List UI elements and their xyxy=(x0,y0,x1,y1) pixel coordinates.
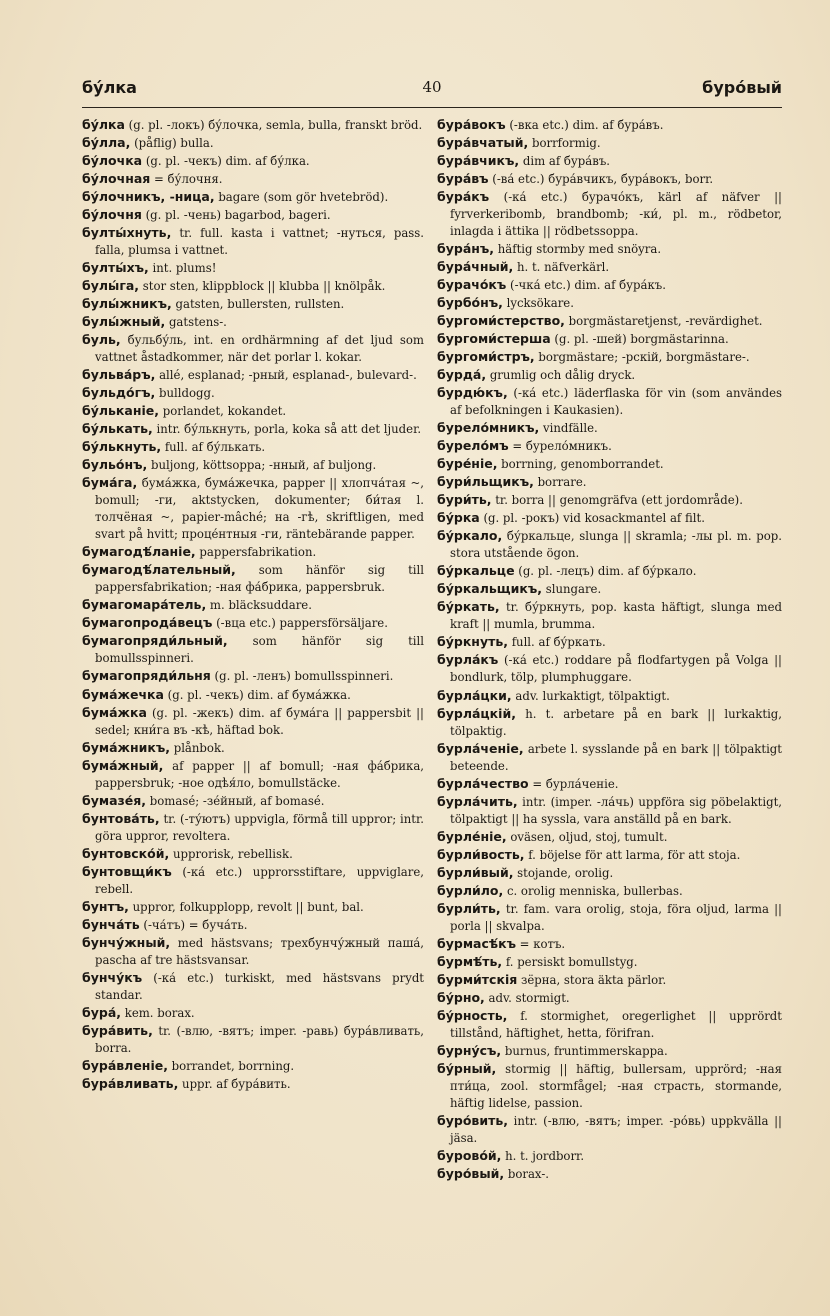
entry-headword: бу́лькать, xyxy=(82,421,153,437)
entry-headword: бурда́, xyxy=(437,367,487,383)
entry-headword: бургоми́стерша xyxy=(437,331,551,347)
entry-definition: (g. pl. -чекъ) dim. af бума́жка. xyxy=(163,687,351,702)
entry-headword: бурбо́нъ, xyxy=(437,295,503,311)
entry-definition: = котъ. xyxy=(515,936,566,951)
dictionary-entry xyxy=(82,474,424,543)
dictionary-entry xyxy=(82,420,424,438)
entry-headword: бульо́нъ, xyxy=(82,457,148,473)
entry-definition: vindfälle. xyxy=(539,421,598,436)
entry-definition: tr. borra || genomgräfva (ett jordområde). xyxy=(491,493,743,508)
entry-headword: бума́жечка xyxy=(82,686,164,702)
dictionary-entry xyxy=(437,687,782,705)
dictionary-entry xyxy=(82,1075,424,1093)
entry-definition: (påflig) bulla. xyxy=(130,136,214,151)
right-column xyxy=(437,116,782,1183)
entry-headword: бурли́ло, xyxy=(437,882,504,898)
entry-definition: borgmästaretjenst, -revärdighet. xyxy=(564,314,763,329)
entry-headword: бурмасѣ́къ xyxy=(437,935,516,951)
entry-definition: uppror, folkupplopp, revolt || bunt, bal. xyxy=(128,899,364,914)
entry-headword: бума́жникъ, xyxy=(82,739,170,755)
entry-definition: med hästsvans; трехбунчу́жный паша́, pascha af tre hästsvansar. xyxy=(95,935,424,967)
entry-headword: бунтъ, xyxy=(82,898,129,914)
entry-definition: adv. stormigt. xyxy=(484,990,570,1005)
entry-headword: булы́жный, xyxy=(82,314,166,330)
dictionary-entry xyxy=(82,134,424,152)
dictionary-entry xyxy=(437,240,782,258)
dictionary-entry xyxy=(82,259,424,277)
entry-headword: булы́жникъ, xyxy=(82,296,172,312)
entry-headword: бура́вчикъ, xyxy=(437,153,520,169)
entry-definition: m. bläcksuddare. xyxy=(206,598,312,613)
header-first-headword: бу́лка xyxy=(82,78,137,97)
dictionary-entry xyxy=(437,330,782,348)
dictionary-entry xyxy=(82,331,424,366)
entry-definition: häftig stormby med snöyra. xyxy=(494,242,662,257)
entry-headword: бури́ть, xyxy=(437,492,492,508)
entry-headword: бу́лькнуть, xyxy=(82,439,162,455)
entry-definition: full. af бу́лькать. xyxy=(161,440,266,455)
dictionary-entry xyxy=(437,170,782,188)
dictionary-entry xyxy=(82,170,424,188)
entry-headword: бургоми́стръ, xyxy=(437,349,535,365)
entry-definition: (-ка́ etc.) roddare på flodfartygen på Volga || bondlurk, tölp, plumphuggare. xyxy=(450,653,782,685)
page-header xyxy=(82,78,782,102)
entry-headword: бурово́й, xyxy=(437,1147,502,1163)
dictionary-entry xyxy=(437,1007,782,1042)
entry-headword: бурачо́къ xyxy=(437,277,507,293)
entry-definition: (g. pl. -шей) borgmästarinna. xyxy=(550,332,729,347)
dictionary-entry xyxy=(437,276,782,294)
dictionary-entry xyxy=(82,739,424,757)
dictionary-entry xyxy=(437,935,782,953)
dictionary-entry xyxy=(437,473,782,491)
dictionary-entry xyxy=(437,651,782,686)
dictionary-entry xyxy=(82,224,424,259)
entry-definition: tr. fam. vara orolig, stoja, föra oljud, larma || porla || skvalpa. xyxy=(450,901,782,933)
entry-definition: oväsen, oljud, stoj, tumult. xyxy=(506,829,668,844)
dictionary-entry xyxy=(437,598,782,633)
dictionary-entry xyxy=(82,810,424,845)
entry-headword: бу́рный, xyxy=(437,1060,497,1076)
entry-headword: бумазе́я, xyxy=(82,792,147,808)
entry-definition: full. af бу́ркать. xyxy=(508,635,606,650)
dictionary-entry xyxy=(437,900,782,935)
dictionary-entry xyxy=(437,384,782,419)
entry-headword: бурле́ніе, xyxy=(437,828,507,844)
entry-definition: burnus, fruntimmerskappa. xyxy=(501,1043,668,1058)
entry-definition: borgmästare; -рскій, borgmästare-. xyxy=(534,350,750,365)
dictionary-entry xyxy=(437,152,782,170)
entry-headword: бунча́ть xyxy=(82,916,140,932)
entry-headword: бумагомара́тель, xyxy=(82,597,207,613)
dictionary-entry xyxy=(82,863,424,898)
dictionary-entry xyxy=(437,527,782,562)
entry-definition: pappersfabrikation. xyxy=(195,545,317,560)
dictionary-entry xyxy=(82,686,424,704)
left-column xyxy=(82,116,424,1093)
entry-headword: бунчу́къ xyxy=(82,969,143,985)
dictionary-entry xyxy=(437,509,782,527)
entry-definition: porlandet, kokandet. xyxy=(159,404,287,419)
dictionary-entry xyxy=(437,455,782,473)
entry-headword: бу́рно, xyxy=(437,989,485,1005)
dictionary-entry xyxy=(437,1042,782,1060)
dictionary-entry xyxy=(82,384,424,402)
dictionary-entry xyxy=(437,491,782,509)
dictionary-entry xyxy=(437,882,782,900)
entry-definition: (-ча́тъ) = буча́ть. xyxy=(139,917,248,932)
dictionary-entry xyxy=(82,188,424,206)
entry-headword: бургоми́стерство, xyxy=(437,313,565,329)
dictionary-entry xyxy=(82,916,424,934)
entry-headword: булы́га, xyxy=(82,278,140,294)
entry-definition: borrformig. xyxy=(528,136,601,151)
entry-headword: бурли́ть, xyxy=(437,900,501,916)
entry-definition: borax-. xyxy=(504,1166,549,1181)
dictionary-entry xyxy=(82,116,424,134)
dictionary-entry xyxy=(437,294,782,312)
entry-headword: бунтова́ть, xyxy=(82,810,160,826)
entry-headword: бура́нъ, xyxy=(437,241,495,257)
entry-headword: бура́, xyxy=(82,1004,122,1020)
entry-definition: allé, esplanad; -рный, esplanad-, bulevard-. xyxy=(155,368,417,383)
dictionary-entry xyxy=(437,740,782,775)
entry-definition: bulldogg. xyxy=(155,386,215,401)
entry-headword: бура́вленіе, xyxy=(82,1057,168,1073)
entry-definition: зёрна, stora äkta pärlor. xyxy=(517,972,667,987)
entry-headword: бурли́вый, xyxy=(437,864,514,880)
dictionary-entry xyxy=(82,295,424,313)
entry-headword: бурело́мъ xyxy=(437,438,509,454)
dictionary-entry xyxy=(82,1022,424,1057)
dictionary-entry xyxy=(82,206,424,224)
entry-headword: бурдю́къ, xyxy=(437,385,508,401)
entry-headword: бурла́цкій, xyxy=(437,705,516,721)
entry-headword: булты́хъ, xyxy=(82,260,149,276)
dictionary-entry xyxy=(437,953,782,971)
entry-definition: бульбу́ль, int. en ordhärmning af det ljud som vattnet åstadkommer, när det porlar l. kokar. xyxy=(95,333,424,365)
entry-headword: бу́лочникъ, -ница, xyxy=(82,189,215,205)
dictionary-entry xyxy=(437,1147,782,1165)
dictionary-entry xyxy=(437,366,782,384)
dictionary-entry xyxy=(82,1057,424,1075)
entry-definition: som hänför sig till pappersfabrikation; -ная фа́брика, pappersbruk. xyxy=(95,563,424,595)
entry-definition: tr. full. kasta i vattnet; -нуться, pass. falla, plumsa i vattnet. xyxy=(95,226,424,258)
dictionary-entry xyxy=(82,438,424,456)
entry-definition: intr. (imper. -ла́чь) uppföra sig pöbelaktigt, tölpaktigt || ha syssla, vara anställd på en bark. xyxy=(450,794,782,826)
dictionary-entry xyxy=(82,152,424,170)
entry-headword: бу́лка xyxy=(82,117,125,132)
dictionary-entry xyxy=(82,704,424,739)
dictionary-entry xyxy=(437,705,782,740)
entry-definition: bomasé; -зе́йный, af bomasé. xyxy=(146,793,325,808)
entry-headword: бумагопрода́вецъ xyxy=(82,615,213,631)
entry-headword: бу́ркало, xyxy=(437,528,503,544)
entry-headword: бу́рка xyxy=(437,510,480,526)
dictionary-entry xyxy=(437,828,782,846)
dictionary-entry xyxy=(82,313,424,331)
entry-definition: stor sten, klippblock || klubba || knölpåk. xyxy=(139,279,386,294)
entry-headword: бу́ркать, xyxy=(437,599,500,615)
entry-headword: бу́льканіе, xyxy=(82,403,160,419)
dictionary-entry xyxy=(82,757,424,792)
entry-headword: бумагопряди́льный, xyxy=(82,633,228,649)
entry-definition: gatsten, bullersten, rullsten. xyxy=(171,297,345,312)
entry-definition: (-вка etc.) dim. af бура́въ. xyxy=(505,118,664,132)
dictionary-entry xyxy=(437,562,782,580)
entry-definition: (g. pl. -локъ) бу́лочка, semla, bulla, franskt bröd. xyxy=(124,118,423,132)
dictionary-entry xyxy=(82,1004,424,1022)
entry-headword: бура́чный, xyxy=(437,259,514,275)
dictionary-entry xyxy=(82,561,424,596)
entry-headword: бунтовско́й, xyxy=(82,845,170,861)
entry-definition: borrare. xyxy=(533,475,587,490)
dictionary-entry xyxy=(437,437,782,455)
entry-headword: бури́льщикъ, xyxy=(437,474,534,490)
entry-definition: borrandet, borrning. xyxy=(167,1058,295,1073)
entry-headword: бурело́мникъ, xyxy=(437,420,540,436)
entry-definition: grumlig och dålig dryck. xyxy=(486,368,636,383)
entry-headword: бурла́чество xyxy=(437,775,529,791)
entry-definition: gatstens-. xyxy=(165,315,227,330)
entry-headword: бурну́съ, xyxy=(437,1042,502,1058)
entry-headword: буро́вый, xyxy=(437,1165,505,1181)
entry-definition: бу́ркальце, slunga || skramla; -лы pl. m. pop. stora utstående ögon. xyxy=(450,529,782,561)
dictionary-entry xyxy=(82,792,424,810)
entry-headword: бурла́ченіе, xyxy=(437,740,524,756)
entry-headword: буро́вить, xyxy=(437,1112,508,1128)
entry-definition: kem. borax. xyxy=(121,1005,195,1020)
entry-headword: бу́лочная xyxy=(82,171,151,187)
entry-definition: (g. pl. -чекъ) dim. af бу́лка. xyxy=(142,154,310,169)
entry-definition: lycksökare. xyxy=(502,296,574,311)
entry-headword: бура́вчатый, xyxy=(437,135,529,151)
dictionary-entry xyxy=(82,402,424,420)
dictionary-entry xyxy=(437,134,782,152)
dictionary-entry xyxy=(437,188,782,240)
dictionary-entry xyxy=(437,312,782,330)
dictionary-entry xyxy=(82,614,424,632)
page-number: 40 xyxy=(422,78,442,96)
header-rule xyxy=(82,107,782,108)
dictionary-entry xyxy=(437,793,782,828)
entry-definition: h. t. jordborr. xyxy=(501,1148,585,1163)
entry-definition: c. orolig menniska, bullerbas. xyxy=(503,883,683,898)
dictionary-entry xyxy=(437,864,782,882)
entry-headword: бульва́ръ, xyxy=(82,367,156,383)
entry-headword: буль, xyxy=(82,332,121,348)
dictionary-entry xyxy=(82,277,424,295)
dictionary-entry xyxy=(437,258,782,276)
entry-headword: бура́вить, xyxy=(82,1022,153,1038)
dictionary-entry xyxy=(82,543,424,561)
entry-headword: бу́ркнуть, xyxy=(437,634,508,650)
entry-definition: bagare (som gör hvetebröd). xyxy=(214,190,389,205)
dictionary-entry xyxy=(437,989,782,1007)
entry-definition: (g. pl. -жекъ) dim. af бума́га || pappersbit || sedel; кни́га въ -кѣ, häftad bok. xyxy=(95,705,424,737)
entry-definition: = бурело́мникъ. xyxy=(508,439,612,454)
dictionary-entry xyxy=(437,580,782,598)
entry-headword: бума́жка xyxy=(82,704,147,720)
entry-definition: plånbok. xyxy=(170,740,225,755)
dictionary-entry xyxy=(82,898,424,916)
entry-definition: (-чка́ etc.) dim. af бура́къ. xyxy=(506,278,666,293)
entry-definition: int. plums! xyxy=(148,261,217,276)
dictionary-entry xyxy=(437,1112,782,1147)
entry-definition: (g. pl. -чень) bagarbod, bageri. xyxy=(141,208,331,223)
entry-definition: (-вца etc.) pappersförsäljare. xyxy=(212,616,388,631)
entry-definition: adv. lurkaktigt, tölpaktigt. xyxy=(511,688,670,703)
entry-headword: бура́вливать, xyxy=(82,1075,179,1091)
entry-definition: h. t. näfverkärl. xyxy=(513,260,610,275)
entry-headword: бурми́тскія xyxy=(437,971,518,987)
entry-headword: бумагодѣ́ланіе, xyxy=(82,544,196,560)
entry-headword: бура́въ xyxy=(437,171,489,187)
dictionary-entry xyxy=(82,845,424,863)
dictionary-entry xyxy=(82,934,424,969)
entry-headword: бунчу́жный, xyxy=(82,934,171,950)
entry-headword: бу́рность, xyxy=(437,1007,508,1023)
dictionary-entry xyxy=(437,1165,782,1183)
entry-headword: булты́хнуть, xyxy=(82,225,172,241)
entry-headword: буре́ніе, xyxy=(437,456,498,472)
entry-definition: intr. бу́лькнуть, porla, koka så att det ljuder. xyxy=(152,422,422,437)
entry-definition: arbete l. sysslande på en bark || tölpaktigt beteende. xyxy=(450,741,782,773)
entry-headword: бура́къ xyxy=(437,189,490,205)
entry-definition: intr. (-влю, -вятъ; imper. -ро́вь) uppkvälla || jäsa. xyxy=(450,1113,782,1145)
dictionary-entry xyxy=(437,1060,782,1112)
dictionary-entry xyxy=(82,366,424,384)
entry-headword: бу́лочка xyxy=(82,153,143,169)
entry-headword: бу́ркальце xyxy=(437,563,515,579)
entry-definition: = бурла́ченіе. xyxy=(528,776,619,791)
dictionary-entry xyxy=(437,348,782,366)
entry-definition: (g. pl. -ленъ) bomullsspinneri. xyxy=(210,669,394,684)
entry-definition: slungare. xyxy=(542,582,602,597)
entry-definition: af papper || af bomull; -ная фа́брика, pappersbruk; -ное одѣя́ло, bomullstäcke. xyxy=(95,758,424,790)
entry-definition: (g. pl. -рокъ) vid kosackmantel af filt. xyxy=(479,511,705,526)
entry-definition: бума́жка, бума́жечка, papper || хлопча́тая ~, bomull; -ги, aktstycken, dokumenter; би́тая l. толчёная ~, papier-mâché; на -гѣ, skriftligen, med svart på hvitt; проце́нтныя -ги, räntebärande papper. xyxy=(95,476,424,542)
dictionary-entry xyxy=(82,632,424,667)
header-last-headword: буро́вый xyxy=(702,78,782,97)
entry-definition: tr. (-ту́ютъ) uppvigla, förmå till uppror; intr. göra uppror, revoltera. xyxy=(95,811,424,843)
dictionary-entry xyxy=(437,846,782,864)
dictionary-entry xyxy=(437,419,782,437)
entry-definition: (-ка́ etc.) бурачо́къ, kärl af näfver || fyrverkeribomb, brandbomb; -ки́, pl. m., rödbetor, inlagda i ättika || rödbetssoppa. xyxy=(450,190,782,239)
entry-headword: бура́вокъ xyxy=(437,117,506,132)
entry-definition: tr. бу́ркнуть, pop. kasta häftigt, slunga med kraft || mumla, brumma. xyxy=(450,600,782,632)
entry-headword: бурла́къ xyxy=(437,652,499,668)
dictionary-entry xyxy=(437,971,782,989)
dictionary-entry xyxy=(437,775,782,793)
entry-definition: f. böjelse för att larma, för att stoja. xyxy=(524,847,741,862)
entry-headword: бу́ркальщикъ, xyxy=(437,581,543,597)
entry-headword: бумагопряди́льня xyxy=(82,668,211,684)
entry-headword: бу́лочня xyxy=(82,207,142,223)
entry-headword: бума́га, xyxy=(82,475,138,491)
entry-definition: borrning, genomborrandet. xyxy=(497,457,664,472)
entry-definition: (-ва́ etc.) бура́вчикъ, бура́вокъ, borr. xyxy=(488,172,714,187)
entry-definition: buljong, köttsoppa; -нный, af buljong. xyxy=(147,458,377,473)
entry-headword: бума́жный, xyxy=(82,757,164,773)
entry-definition: (-ка́ etc.) läderflaska för vin (som användes af befolkningen i Kaukasien). xyxy=(450,386,782,418)
dictionary-entry xyxy=(437,116,782,134)
dictionary-entry xyxy=(82,596,424,614)
entry-definition: f. stormighet, oregerlighet || upprördt tillstånd, häftighet, hetta, förifran. xyxy=(450,1008,782,1040)
dictionary-entry xyxy=(437,633,782,651)
entry-definition: = бу́лочня. xyxy=(150,172,223,187)
entry-definition: (-ка́ etc.) turkiskt, med hästsvans prydt standar. xyxy=(95,970,424,1002)
entry-headword: бунтовщи́къ xyxy=(82,863,172,879)
entry-headword: бумагодѣ́лательный, xyxy=(82,562,236,578)
entry-definition: stojande, orolig. xyxy=(513,865,614,880)
entry-definition: dim af бура́въ. xyxy=(519,154,610,169)
dictionary-entry xyxy=(82,667,424,685)
dictionary-entry xyxy=(82,969,424,1004)
entry-headword: бурмѣ́ть, xyxy=(437,953,503,969)
entry-definition: (-ка́ etc.) upprorsstiftare, uppviglare, rebell. xyxy=(95,864,424,896)
dictionary-entry xyxy=(82,456,424,474)
entry-headword: бу́лла, xyxy=(82,135,131,151)
entry-definition: stormig || häftig, bullersam, upprörd; -ная пти́ца, zool. stormfågel; -ная страсть, stormande, häftig lidelse, passion. xyxy=(450,1061,782,1110)
entry-definition: som hänför sig till bomullsspinneri. xyxy=(95,634,424,666)
entry-definition: upprorisk, rebellisk. xyxy=(169,846,293,861)
entry-headword: бульдо́гъ, xyxy=(82,385,156,401)
entry-definition: h. t. arbetare på en bark || lurkaktig, tölpaktig. xyxy=(450,706,782,738)
entry-definition: tr. (-влю, -вятъ; imper. -равь) бура́вливать, borra. xyxy=(95,1023,424,1055)
entry-headword: бурла́чить, xyxy=(437,793,518,809)
entry-definition: uppr. af бура́вить. xyxy=(178,1076,291,1091)
entry-headword: бурла́цки, xyxy=(437,687,512,703)
entry-definition: (g. pl. -лецъ) dim. af бу́ркало. xyxy=(514,564,697,579)
entry-definition: f. persiskt bomullstyg. xyxy=(502,954,638,969)
entry-headword: бурли́вость, xyxy=(437,846,525,862)
